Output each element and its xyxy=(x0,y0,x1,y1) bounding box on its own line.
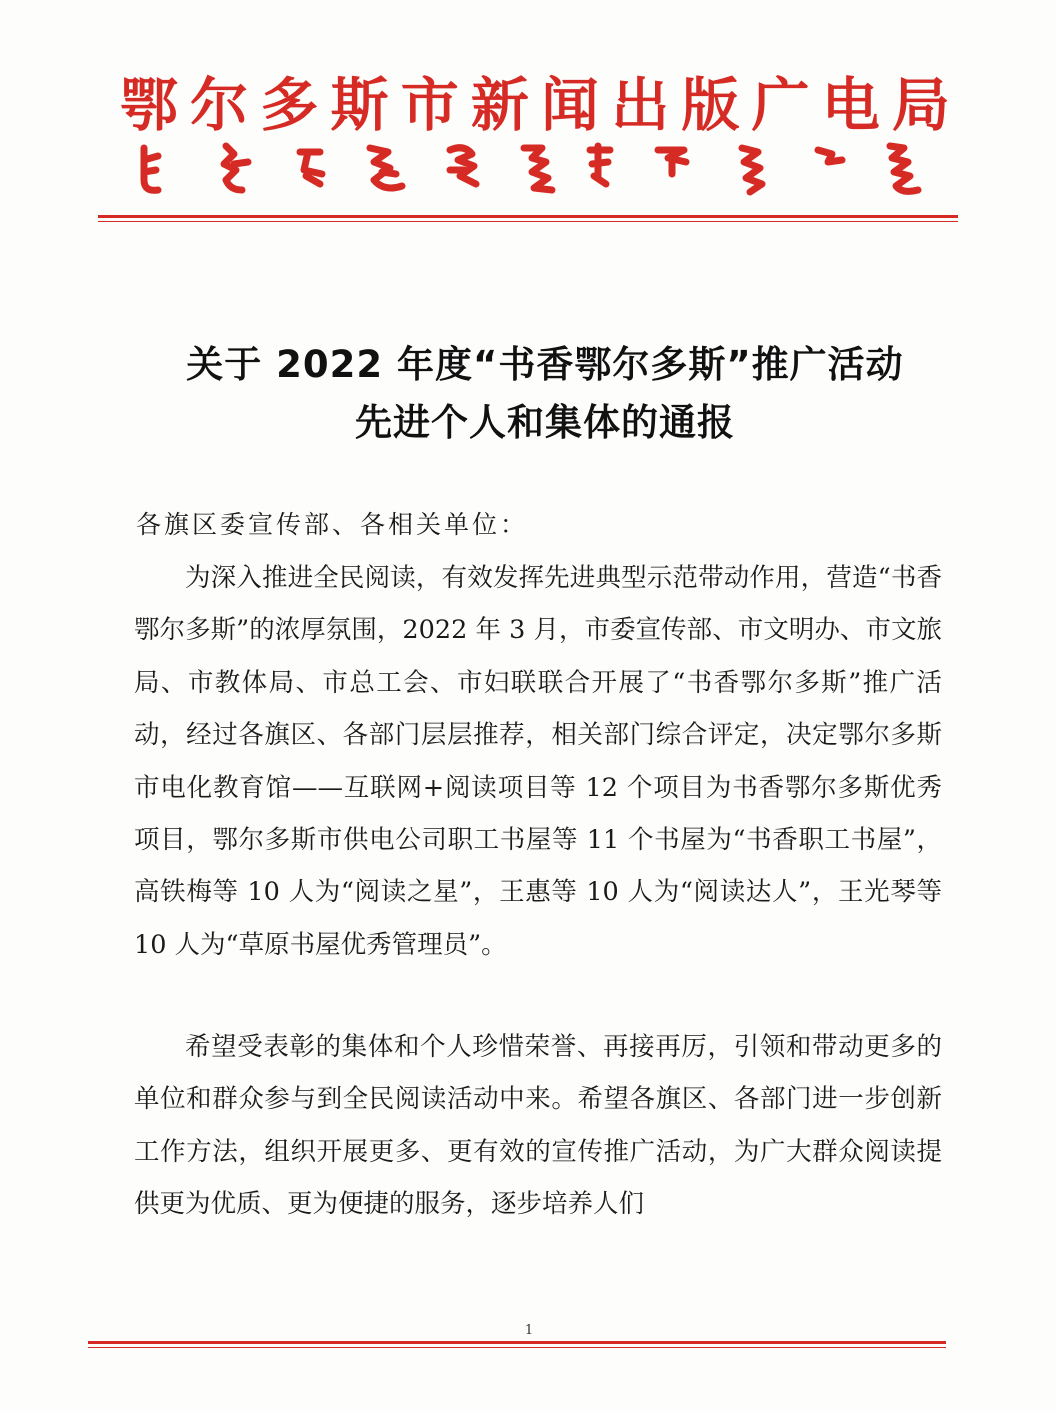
mongolian-script-logo xyxy=(138,140,938,200)
letterhead-char: 局 xyxy=(891,71,950,139)
letterhead-divider xyxy=(98,215,958,218)
page-number: 1 xyxy=(524,1323,534,1338)
document-title-line-2: 先进个人和集体的通报 xyxy=(355,401,735,444)
letterhead-divider-thin xyxy=(98,221,958,222)
body-paragraph: 为深入推进全民阅读，有效发挥先进典型示范带动作用，营造“书香鄂尔多斯”的浓厚氛围，2022 年 3 月，市委宣传部、市文明办、市文旅局、市教体局、市总工会、市妇联联合开展了“书香鄂尔多斯”推广活动，经过各旗区、各部门层层推荐，相关部门综合评定，决定鄂尔多斯市电化教育馆——互联网+阅读项目等 12 个项目为书香鄂尔多斯优秀项目，鄂尔多斯市供电公司职工书屋等 11 个书屋为“书香职工书屋”，高铁梅等 10 人为“阅读之星”，王惠等 10 人为“阅读达人”，王光琴等 10 人为“草原书屋优秀管理员”。 xyxy=(134,563,942,960)
footer-divider-thin xyxy=(88,1347,946,1348)
letterhead-char: 出 xyxy=(611,71,670,139)
document-title-line-1: 关于 2022 年度“书香鄂尔多斯”推广活动 xyxy=(186,343,904,386)
letterhead-char: 斯 xyxy=(330,71,389,139)
body-paragraph: 希望受表彰的集体和个人珍惜荣誉、再接再厉，引领和带动更多的单位和群众参与到全民阅读活动中来。希望各旗区、各部门进一步创新工作方法，组织开展更多、更有效的宣传推广活动，为广大群众阅读提供更为优质、更为便捷的服务，逐步培养人们 xyxy=(134,1032,942,1220)
letterhead-char: 闻 xyxy=(541,71,600,139)
letterhead-char: 版 xyxy=(681,71,740,139)
letterhead-char: 鄂 xyxy=(120,71,179,139)
salutation: 各旗区委宣传部、各相关单位： xyxy=(136,510,529,539)
letterhead-char: 新 xyxy=(470,71,529,139)
letterhead-char: 多 xyxy=(260,71,319,139)
footer-divider xyxy=(88,1341,946,1344)
letterhead-org-name xyxy=(120,71,950,139)
letterhead-char: 尔 xyxy=(190,71,249,139)
letterhead-char: 广 xyxy=(751,71,810,139)
letterhead-char: 市 xyxy=(400,71,459,139)
letterhead-char: 电 xyxy=(821,71,880,139)
mongolian-script-graphic xyxy=(138,140,938,200)
